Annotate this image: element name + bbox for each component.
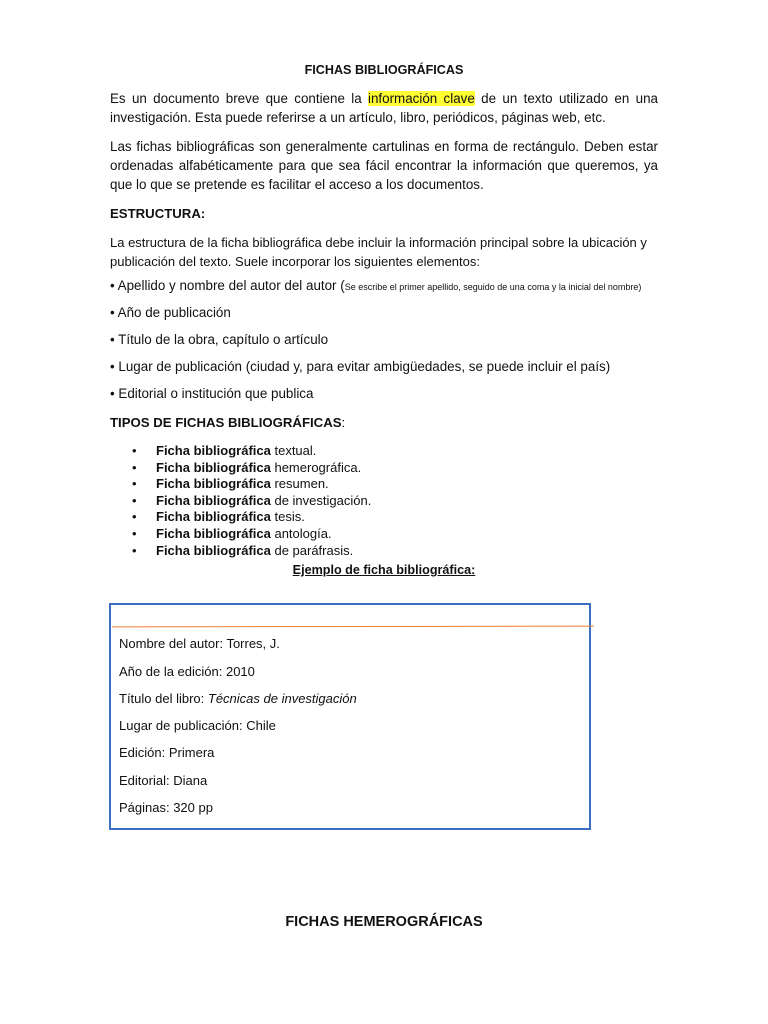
example-title: Ejemplo de ficha bibliográfica: — [292, 563, 476, 577]
ficha-field-author — [119, 636, 280, 651]
ficha-field-value: 2010 — [225, 664, 255, 679]
ficha-field-label: Lugar de publicación: — [119, 718, 247, 733]
intro-paragraph — [110, 89, 658, 127]
ficha-field-publisher — [119, 773, 207, 788]
ficha-field-label: Editorial: — [119, 773, 174, 788]
ficha-field-edition — [119, 745, 214, 760]
key-info-highlight: información clave — [368, 91, 475, 106]
ficha-field-label: Páginas: — [119, 800, 174, 815]
ficha-field-pages — [119, 800, 213, 815]
ficha-field-value: Primera — [168, 745, 215, 760]
tipos-list — [132, 443, 371, 559]
ficha-field-book-title — [119, 691, 357, 706]
list-item-rest: textual. — [270, 443, 317, 458]
list-item-rest: de paráfrasis. — [270, 542, 354, 558]
bullet-dot: • — [132, 443, 137, 458]
bullet-dot: • — [132, 476, 137, 492]
list-item-bold: Ficha bibliográfica — [156, 476, 271, 492]
list-item-rest: hemerográfica. — [270, 459, 362, 475]
ficha-field-label: Nombre del autor: — [119, 636, 227, 651]
estructura-heading: ESTRUCTURA: — [110, 206, 206, 221]
bullet-dot: • — [132, 459, 137, 475]
estructura-item-note: Se escribe el primer apellido, seguido de una coma y la inicial del nombre) — [344, 282, 642, 292]
ficha-field-label: Título del libro: — [119, 691, 208, 706]
estructura-item-text: • Apellido y nombre del autor del autor ( — [110, 278, 345, 293]
ficha-field-value: Técnicas de investigación — [207, 691, 357, 706]
list-item-bold: Ficha bibliográfica — [156, 525, 271, 541]
bullet-dot: • — [132, 509, 137, 525]
estructura-item-author — [110, 278, 641, 293]
ficha-field-label: Año de la edición: — [119, 664, 226, 679]
bullet-dot: • — [132, 542, 137, 558]
list-item-rest: antología. — [270, 525, 332, 541]
estructura-item-year: • Año de publicación — [110, 305, 231, 320]
page-title: FICHAS BIBLIOGRÁFICAS — [304, 63, 464, 77]
ficha-field-year — [119, 664, 255, 679]
list-item — [132, 476, 371, 493]
ficha-field-place — [119, 718, 276, 733]
ficha-field-value: 320 pp — [173, 800, 213, 815]
list-item — [132, 526, 371, 543]
bullet-dot: • — [132, 525, 137, 541]
ficha-field-label: Edición: — [119, 745, 169, 760]
list-item — [132, 543, 371, 560]
list-item-bold: Ficha bibliográfica — [156, 459, 271, 475]
list-item-rest: tesis. — [270, 509, 305, 525]
intro-text-after: de un texto utilizado en una investigación. Esta puede referirse a un artículo, libro, periódicos, páginas web, etc. — [110, 91, 658, 125]
list-item — [132, 509, 371, 526]
list-item — [132, 443, 371, 460]
estructura-paragraph: La estructura de la ficha bibliográfica debe incluir la información principal sobre la ubicación y publicación del texto. Suele incorporar los siguientes elementos: — [110, 235, 647, 269]
bullet-dot: • — [132, 492, 137, 508]
tipos-heading-colon: : — [341, 415, 346, 430]
intro-text-before: Es un documento breve que contiene la — [110, 91, 368, 106]
ficha-field-value: Chile — [246, 718, 276, 733]
estructura-item-publisher: • Editorial o institución que publica — [110, 386, 314, 401]
list-item — [132, 460, 371, 477]
definition-paragraph: Las fichas bibliográficas son generalmente cartulinas en forma de rectángulo. Deben estar ordenadas alfabéticamente para que sea fácil encontrar la información que queremos, ya que lo que se pretende es facilitar el acceso a los documentos. — [110, 139, 658, 192]
list-item-bold: Ficha bibliográfica — [156, 542, 271, 558]
ficha-field-value: Torres, J. — [226, 636, 280, 651]
tipos-heading — [110, 415, 345, 430]
list-item-bold: Ficha bibliográfica — [156, 492, 271, 508]
estructura-item-place: • Lugar de publicación (ciudad y, para evitar ambigüedades, se puede incluir el país) — [110, 359, 611, 374]
list-item-rest: resumen. — [270, 476, 329, 492]
ficha-field-value: Diana — [173, 773, 208, 788]
tipos-heading-text: TIPOS DE FICHAS BIBLIOGRÁFICAS — [110, 415, 342, 430]
list-item-bold: Ficha bibliográfica — [156, 509, 271, 525]
estructura-item-title: • Título de la obra, capítulo o artículo — [110, 332, 329, 347]
list-item — [132, 493, 371, 510]
list-item-bold: Ficha bibliográfica — [156, 443, 271, 458]
list-item-rest: de investigación. — [270, 492, 372, 508]
section-title-hemerograficas: FICHAS HEMEROGRÁFICAS — [285, 914, 483, 930]
